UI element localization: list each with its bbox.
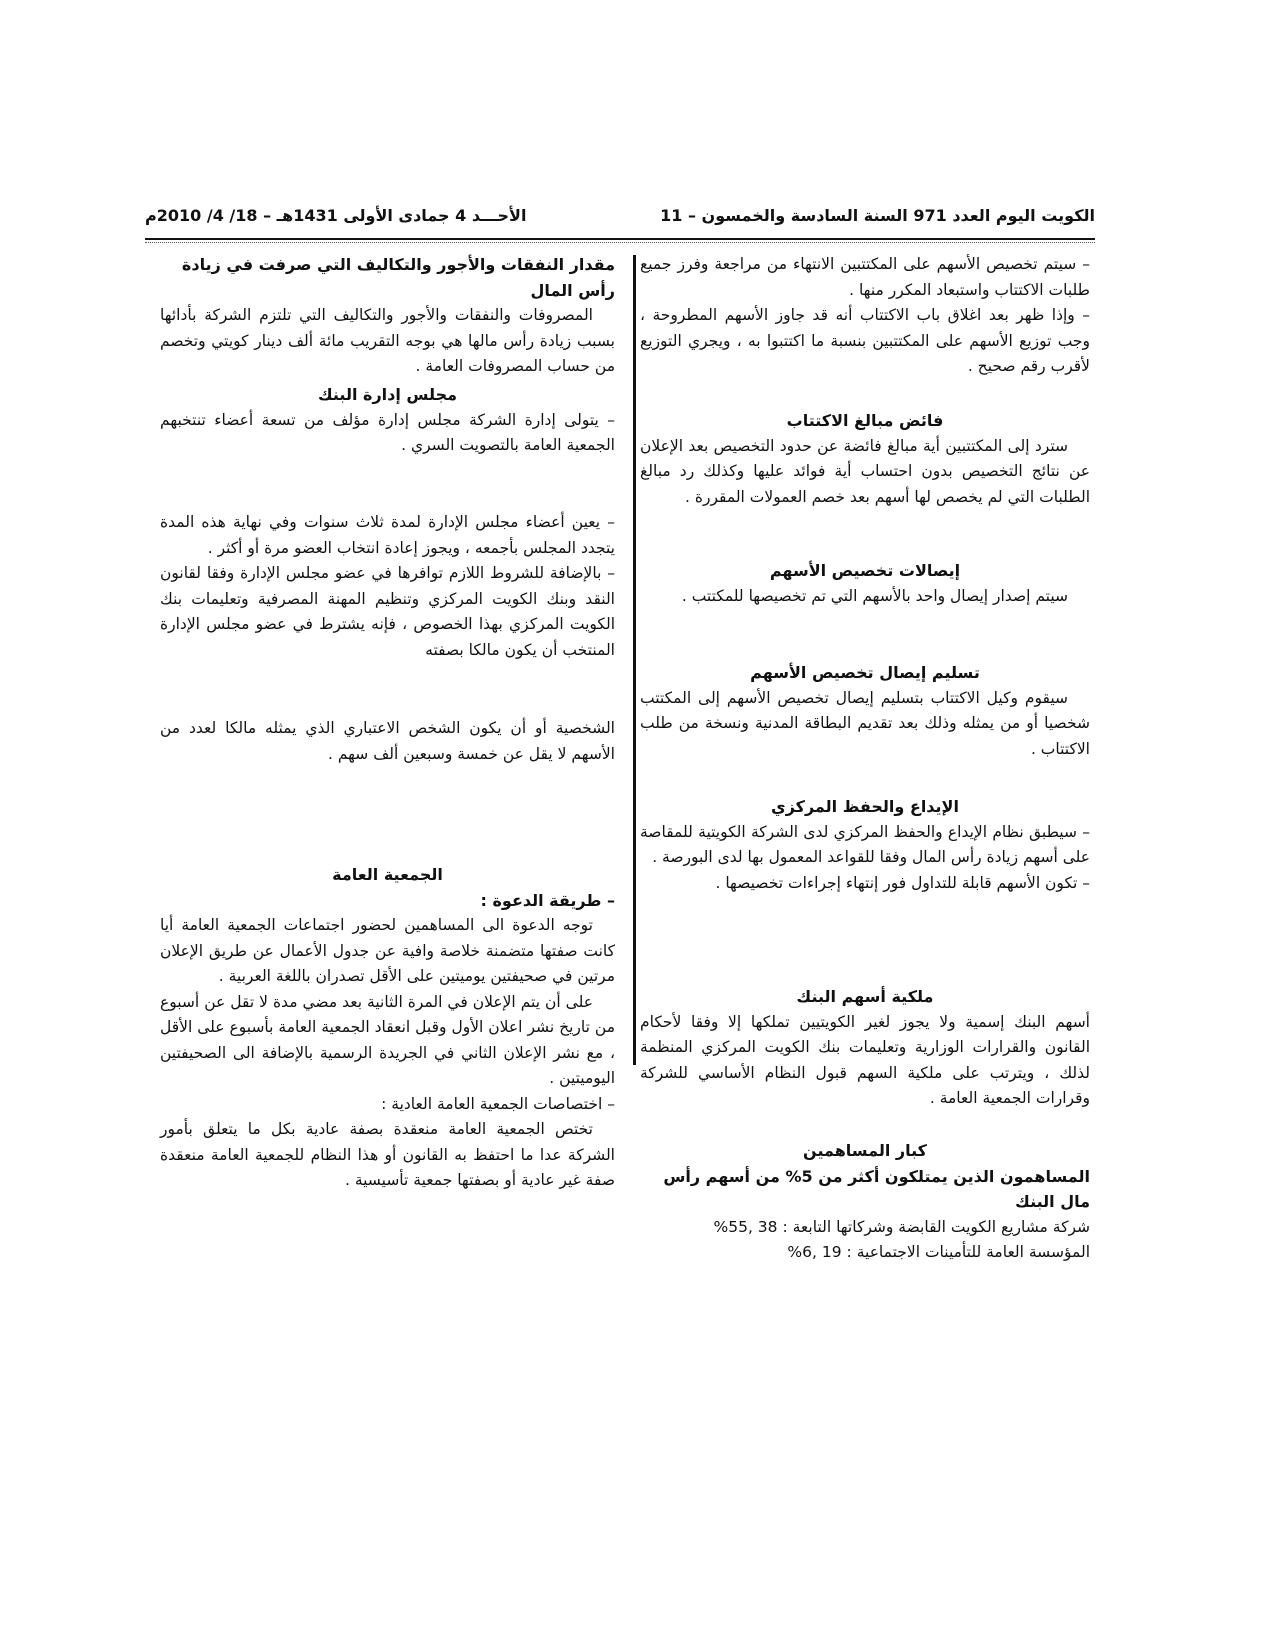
section-subheading: – طريقة الدعوة : xyxy=(480,890,615,910)
board-section xyxy=(160,382,615,459)
delivery-section xyxy=(640,660,1090,762)
surplus-section xyxy=(640,408,1090,510)
section-paragraph: توجه الدعوة الى المساهمين لحضور اجتماعات الجمعية العامة أيا كانت صفتها متضمنة خلاصة وافية عن جدول الأعمال عن طريق الإعلان مرتين في صحيفتين يوميتين على الأقل تصدران باللغة العربية . xyxy=(160,916,615,985)
section-paragraph: المصروفات والنفقات والأجور والتكاليف التي تلتزم الشركة بأدائها بسبب زيادة رأس مالها هي بوجه التقريب مائة ألف دينار كويتي وتخصم من حساب المصروفات العامة . xyxy=(160,306,615,375)
section-paragraph: – يعين أعضاء مجلس الإدارة لمدة ثلاث سنوات وفي نهاية هذه المدة يتجدد المجلس بأجمعه ، ويجوز إعادة انتخاب العضو مرة أو أكثر . xyxy=(160,513,615,557)
section-paragraph: سيقوم وكيل الاكتتاب بتسليم إيصال تخصيص الأسهم إلى المكتتب شخصيا أو من يمثله وذلك بعد تقديم البطاقة المدنية ونسخة من طلب الاكتتاب . xyxy=(640,688,1090,758)
allocation-section xyxy=(640,252,1090,380)
shareholder-entry: المؤسسة العامة للتأمينات الاجتماعية : 19 ,6% xyxy=(787,1243,1090,1261)
section-heading: فائض مبالغ الاكتتاب xyxy=(786,411,944,430)
header-publication-info: الكويت اليوم العدد 971 السنة السادسة والخمسون – 11 xyxy=(660,206,1095,225)
section-paragraph: تختص الجمعية العامة منعقدة بصفة عادية بكل ما يتعلق بأمور الشركة عدا ما احتفظ به القانون أو هذا النظام للجمعية العامة منعقدة صفة غير عادية أو بصفتها جمعية تأسيسية . xyxy=(160,1120,615,1189)
section-paragraph: على أن يتم الإعلان في المرة الثانية بعد مضي مدة لا تقل عن أسبوع من تاريخ نشر اعلان الأول وقبل انعقاد الجمعية العامة بأسبوع على الأقل ، مع نشر الإعلان الثاني في الجريدة الرسمية بالإضافة الى الصحيفتين اليوميتين . xyxy=(160,992,615,1087)
deposit-section xyxy=(640,794,1090,896)
section-heading: كبار المساهمين xyxy=(803,1141,927,1160)
section-heading: ملكية أسهم البنك xyxy=(796,987,934,1006)
assembly-section xyxy=(160,862,615,1194)
column-divider xyxy=(633,255,636,1065)
section-heading: إيصالات تخصيص الأسهم xyxy=(769,561,961,580)
section-paragraph: سيتم إصدار إيصال واحد بالأسهم التي تم تخصيصها للمكتتب . xyxy=(681,586,1068,605)
section-paragraph: سترد إلى المكتتبين أية مبالغ فائضة عن حدود التخصيص بعد الإعلان عن نتائج التخصيص بدون احتساب أية فوائد عليها وكذلك رد مبالغ الطلبات التي لم يخصص لها أسهم بعد خصم العمولات المقررة . xyxy=(640,436,1090,506)
shareholder-entry: شركة مشاريع الكويت القابضة وشركاتها التابعة : 38 ,55% xyxy=(713,1217,1090,1236)
allocation-paragraph: – سيتم تخصيص الأسهم على المكتتبين الانتهاء من مراجعة وفرز جميع طلبات الاكتتاب واستبعاد المكرر منها . xyxy=(640,255,1090,299)
section-paragraph: الشخصية أو أن يكون الشخص الاعتباري الذي يمثله مالكا لعدد من الأسهم لا يقل عن خمسة وسبعين ألف سهم . xyxy=(160,719,615,763)
section-subheading: – اختصاصات الجمعية العامة العادية : xyxy=(381,1094,615,1113)
section-heading: تسليم إيصال تخصيص الأسهم xyxy=(750,663,980,682)
section-heading: مقدار النفقات والأجور والتكاليف التي صرفت في زيادة رأس المال xyxy=(181,255,615,300)
board-ownership-section xyxy=(160,716,615,767)
board-term-section xyxy=(160,510,615,663)
section-paragraph: أسهم البنك إسمية ولا يجوز لغير الكويتيين تملكها إلا وفقا لأحكام القانون والقرارات الوزارية وتعليمات بنك الكويت المركزي المنظمة لذلك ، ويترتب على ملكية السهم قبول النظام الأساسي للشركة وقرارات الجمعية العامة . xyxy=(640,1012,1090,1107)
allocation-paragraph: – وإذا ظهر بعد اغلاق باب الاكتتاب أنه قد جاوز الأسهم المطروحة ، وجب توزيع الأسهم على المكتتبين بنسبة ما اكتتبوا به ، ويجري التوزيع لأقرب رقم صحيح . xyxy=(640,306,1090,375)
section-paragraph: – بالإضافة للشروط اللازم توافرها في عضو مجلس الإدارة وفقا لقانون النقد وبنك الكويت المركزي وتنظيم المهنة المصرفية وتعليمات بنك الكويت المركزي بهذا الخصوص ، فإنه يشترط في عضو مجلس الإدارة المنتخب أن يكون مالكا بصفته xyxy=(160,564,615,659)
section-heading: مجلس إدارة البنك xyxy=(317,385,457,404)
section-paragraph: – سيطبق نظام الإيداع والحفظ المركزي لدى الشركة الكويتية للمقاصة على أسهم زيادة رأس المال وفقا للقواعد المعمول بها لدى البورصة . xyxy=(640,822,1090,866)
section-paragraph: – يتولى إدارة الشركة مجلس إدارة مؤلف من تسعة أعضاء تنتخبهم الجمعية العامة بالتصويت السري . xyxy=(160,410,615,454)
section-heading: الجمعية العامة xyxy=(332,865,443,884)
receipts-section xyxy=(640,558,1090,609)
header-date: الأحـــد 4 جمادى الأولى 1431هـ – 18/ 4/ 2010م xyxy=(145,206,527,225)
shareholders-section xyxy=(640,1138,1090,1266)
ownership-section xyxy=(640,984,1090,1112)
section-heading: الإيداع والحفظ المركزي xyxy=(771,797,959,816)
page-header xyxy=(145,206,1095,236)
section-paragraph: – تكون الأسهم قابلة للتداول فور إنتهاء إجراءات تخصيصها . xyxy=(715,873,1090,892)
section-subheading: المساهمون الذين يمتلكون أكثر من 5% من أسهم رأس مال البنك xyxy=(663,1166,1090,1211)
header-rule xyxy=(145,238,1095,243)
expenses-section xyxy=(160,252,615,380)
